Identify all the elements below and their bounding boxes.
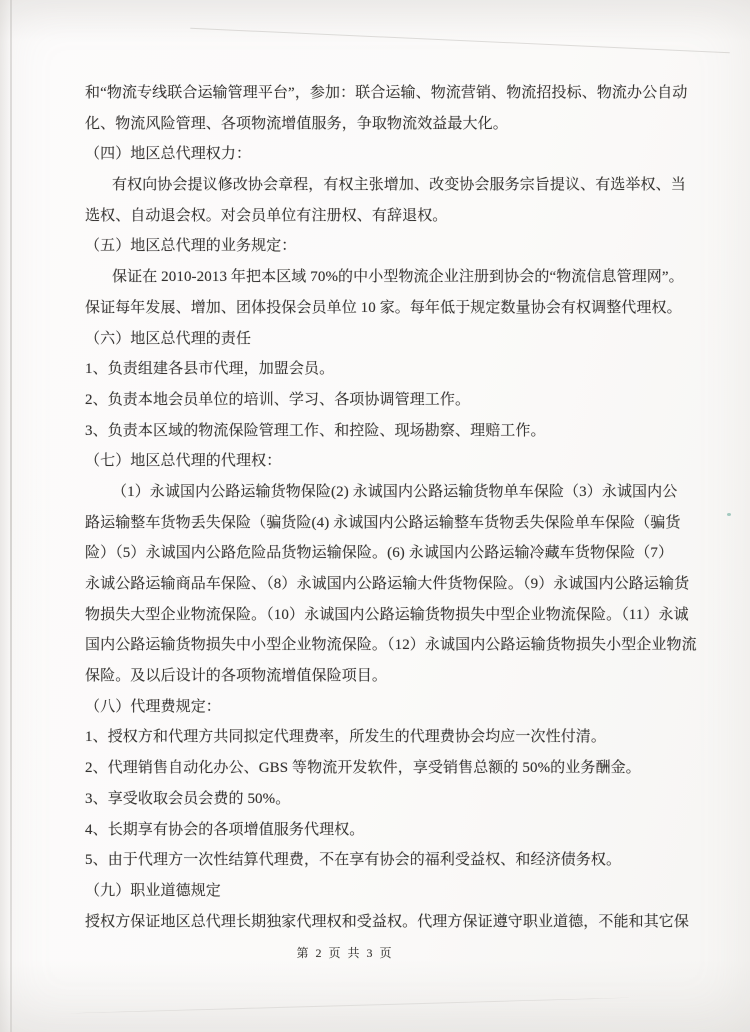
line-text: 2、代理销售自动化办公、GBS 等物流开发软件，享受销售总额的 50%的业务酬金。 (85, 760, 641, 777)
line-text: 4、长期享有协会的各项增值服务代理权。 (85, 821, 365, 838)
line-text: 5、由于代理方一次性结算代理费，不在享有协会的福利受益权、和经济债务权。 (85, 852, 622, 869)
line-text: 3、负责本区域的物流保险管理工作、和控险、现场勘察、理赔工作。 (85, 422, 546, 439)
line-text: 授权方保证地区总代理长期独家代理权和受益权。代理方保证遵守职业道德，不能和其它保 (85, 913, 690, 930)
line-text: （七）地区总代理的代理权： (85, 453, 282, 470)
document-line (85, 630, 700, 661)
line-text: 保险。及以后设计的各项物流增值保险项目。 (85, 668, 388, 685)
line-text: （八）代理费规定： (85, 698, 221, 715)
document-line (85, 876, 700, 907)
line-text: 1、负责组建各县市代理，加盟会员。 (85, 361, 335, 378)
document-line (85, 354, 700, 385)
document-line (85, 784, 700, 815)
document-line (85, 569, 700, 600)
line-text: 路运输整车货物丢失保险（骗货险(4) 永诚国内公路运输整车货物丢失保险单车保险（骗货 (85, 514, 681, 531)
line-text: （四）地区总代理权力： (85, 146, 252, 163)
line-text: 选权、自动退会权。对会员单位有注册权、有辞退权。 (85, 207, 448, 224)
document-line (85, 109, 700, 140)
document-line (85, 231, 700, 262)
document-line (85, 477, 700, 508)
document-line (85, 508, 700, 539)
document-line (85, 661, 700, 692)
document-line (85, 324, 700, 355)
scan-speck (727, 513, 731, 516)
line-text: （1）永诚国内公路运输货物保险(2) 永诚国内公路运输货物单车保险（3）永诚国内公 (112, 483, 678, 500)
paper-crease-top (190, 28, 729, 53)
paper-left-edge-shading (0, 0, 10, 1032)
document-line (85, 78, 700, 109)
document-line (85, 692, 700, 723)
line-text: 物损失大型企业物流保险。（10）永诚国内公路运输货物损失中型企业物流保险。（11）永诚 (85, 606, 689, 623)
line-text: 保证每年发展、增加、团体投保会员单位 10 家。每年低于规定数量协会有权调整代理权。 (85, 299, 682, 316)
line-text: （五）地区总代理的业务规定： (85, 238, 297, 255)
document-line (85, 170, 700, 201)
line-text: 2、负责本地会员单位的培训、学习、各项协调管理工作。 (85, 391, 471, 408)
document-line (85, 753, 700, 784)
line-text: 有权向协会提议修改协会章程，有权主张增加、改变协会服务宗旨提议、有选举权、当 (112, 177, 686, 194)
line-text: （九）职业道德规定 (85, 882, 221, 899)
document-line (85, 416, 700, 447)
page-number: 第 2 页 共 3 页 (296, 946, 394, 960)
document-line (85, 600, 700, 631)
document-line (85, 139, 700, 170)
document-lines (85, 78, 700, 937)
line-text: （六）地区总代理的责任 (85, 330, 252, 347)
document-line (85, 538, 700, 569)
document-line (85, 845, 700, 876)
line-text: 永诚公路运输商品车保险、（8）永诚国内公路运输大件货物保险。（9）永诚国内公路运输货 (85, 576, 690, 592)
document-line (85, 446, 700, 477)
document-line (85, 722, 700, 753)
paper-crease-bottom (70, 997, 630, 1014)
document-line (85, 815, 700, 846)
paper-left-edge-line (10, 0, 12, 1032)
document-line (85, 907, 700, 938)
line-text: 和“物流专线联合运输管理平台”，参加：联合运输、物流营销、物流招投标、物流办公自动 (85, 85, 688, 101)
line-text: 险）（5）永诚国内公路危险品货物运输保险。(6) 永诚国内公路运输冷藏车货物保险（7） (85, 545, 674, 562)
line-text: 1、授权方和代理方共同拟定代理费率，所发生的代理费协会均应一次性付清。 (85, 729, 607, 746)
document-line (85, 385, 700, 416)
line-text: 国内公路运输货物损失中小型企业物流保险。（12）永诚国内公路运输货物损失小型企业物流 (85, 637, 697, 654)
document-line (85, 262, 700, 293)
document-line (85, 201, 700, 232)
line-text: 保证在 2010-2013 年把本区域 70%的中小型物流企业注册到协会的“物流信息管理网”。 (112, 269, 684, 286)
line-text: 3、享受收取会员会费的 50%。 (85, 790, 291, 807)
line-text: 化、物流风险管理、各项物流增值服务，争取物流效益最大化。 (85, 115, 508, 132)
document-line (85, 293, 700, 324)
